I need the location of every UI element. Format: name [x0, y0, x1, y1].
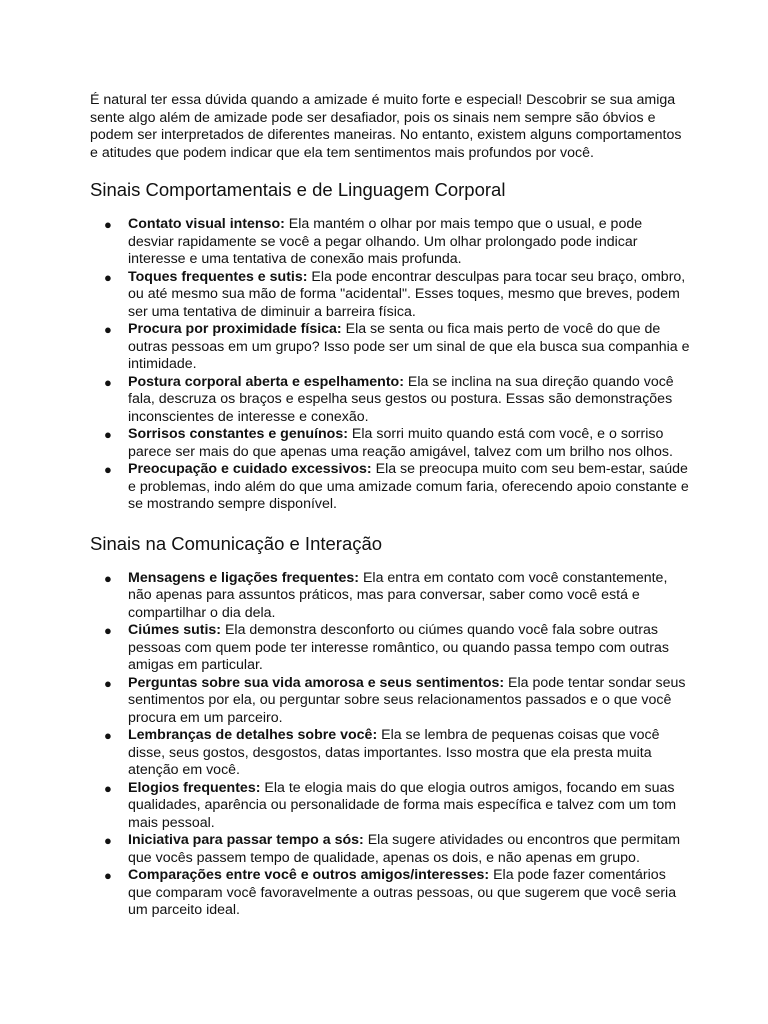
list-item: [90, 461, 690, 514]
item-term: Contato visual intenso:: [128, 216, 285, 232]
item-text: Ela sugere atividades ou encontros que permitam que vocês passem tempo de qualidade, apenas os dois, e não apenas em grupo.: [128, 832, 681, 866]
list-item: [90, 622, 690, 675]
bullet-icon: ●: [104, 868, 112, 883]
item-term: Elogios frequentes:: [128, 779, 261, 796]
item-text: Ela se inclina na sua direção quando você fala, descruza os braços e espelha seus gestos ou postura. Essas são demonstrações inconscientes de interesse e conexão.: [128, 373, 674, 425]
communication-list: [90, 570, 690, 920]
bullet-icon: ●: [104, 374, 112, 390]
bullet-icon: ●: [104, 833, 112, 848]
document-page: [90, 92, 690, 920]
body-language-list: [90, 216, 690, 514]
list-item: [90, 867, 690, 920]
list-item: [90, 374, 690, 427]
item-term: Mensagens e ligações frequentes:: [128, 569, 360, 586]
bullet-icon: ●: [104, 462, 112, 477]
bullet-icon: ●: [104, 322, 112, 337]
bullet-icon: ●: [104, 570, 112, 586]
intro-paragraph: É natural ter essa dúvida quando a amizade é muito forte e especial! Descobrir se sua amiga sente algo além de amizade pode ser desafiador, pois os sinais nem sempre são óbvios e podem ser interpretados de diferentes maneiras. No entanto, existem alguns comportamentos e atitudes que podem indicar que ela tem sentimentos mais profundos por você.: [90, 92, 682, 161]
item-text: Ela se senta ou fica mais perto de você do que de outras pessoas em um grupo? Isso pode ser um sinal de que ela busca sua companhia e intimidade.: [128, 321, 690, 372]
item-text: Ela pode fazer comentários que comparam você favoravelmente a outras pessoas, ou que sugerem que você seria um parceito ideal.: [128, 867, 677, 918]
section-heading-body-language: Sinais Comportamentais e de Linguagem Corporal: [90, 179, 506, 200]
list-item: [90, 570, 690, 623]
item-term: Preocupação e cuidado excessivos:: [128, 461, 372, 477]
list-item: [90, 216, 690, 269]
item-text: Ela pode tentar sondar seus sentimentos por ela, ou perguntar sobre seus relacionamentos passados e o que você procura em um parceiro.: [128, 674, 686, 726]
item-term: Procura por proximidade física:: [128, 321, 342, 337]
bullet-icon: ●: [104, 269, 112, 285]
item-text: Ela entra em contato com você constantemente, não apenas para assuntos práticos, mas para conversar, saber como você está e compartilhar o dia dela.: [128, 569, 668, 621]
item-term: Perguntas sobre sua vida amorosa e seus sentimentos:: [128, 674, 505, 691]
item-term: Comparações entre você e outros amigos/interesses:: [128, 867, 490, 883]
item-text: Ela pode encontrar desculpas para tocar seu braço, ombro, ou até mesmo sua mão de forma "acidental". Esses toques, mesmo que breves, podem ser uma tentativa de diminuir a barreira física.: [128, 268, 686, 320]
item-term: Ciúmes sutis:: [128, 622, 222, 638]
bullet-icon: ●: [104, 623, 112, 638]
item-term: Toques frequentes e sutis:: [128, 268, 308, 285]
bullet-icon: ●: [104, 427, 112, 442]
bullet-icon: ●: [104, 675, 112, 691]
bullet-icon: ●: [104, 217, 112, 232]
item-text: Ela demonstra desconforto ou ciúmes quando você fala sobre outras pessoas com quem pode ter interesse romântico, ou quando passa tempo com outras amigas em particular.: [128, 622, 670, 673]
item-text: Ela sorri muito quando está com você, e o sorriso parece ser mais do que apenas uma reação amigável, talvez com um brilho nos olhos.: [128, 426, 673, 460]
list-item: [90, 727, 690, 780]
list-item: [90, 780, 690, 833]
item-text: Ela te elogia mais do que elogia outros amigos, focando em suas qualidades, aparência ou personalidade de forma mais específica e talvez com um tom mais pessoal.: [128, 779, 677, 831]
item-term: Lembranças de detalhes sobre você:: [128, 727, 378, 743]
list-item: [90, 321, 690, 374]
item-text: Ela se preocupa muito com seu bem-estar, saúde e problemas, indo além do que uma amizade comum faria, oferecendo apoio constante e se mostrando sempre disponível.: [128, 461, 689, 512]
list-item: [90, 832, 690, 867]
section-heading-communication: Sinais na Comunicação e Interação: [90, 532, 383, 554]
item-term: Sorrisos constantes e genuínos:: [128, 426, 348, 442]
item-term: Postura corporal aberta e espelhamento:: [128, 373, 404, 390]
list-item: [90, 675, 690, 728]
bullet-icon: ●: [104, 728, 112, 743]
item-text: Ela se lembra de pequenas coisas que você disse, seus gostos, desgostos, datas importantes. Isso mostra que ela presta muita atenção em você.: [128, 727, 660, 778]
bullet-icon: ●: [104, 780, 112, 796]
list-item: [90, 269, 690, 322]
list-item: [90, 426, 690, 461]
item-text: Ela mantém o olhar por mais tempo que o usual, e pode desviar rapidamente se você a pegar olhando. Um olhar prolongado pode indicar interesse e uma tentativa de conexão mais profunda.: [128, 216, 643, 267]
item-term: Iniciativa para passar tempo a sós:: [128, 832, 364, 848]
